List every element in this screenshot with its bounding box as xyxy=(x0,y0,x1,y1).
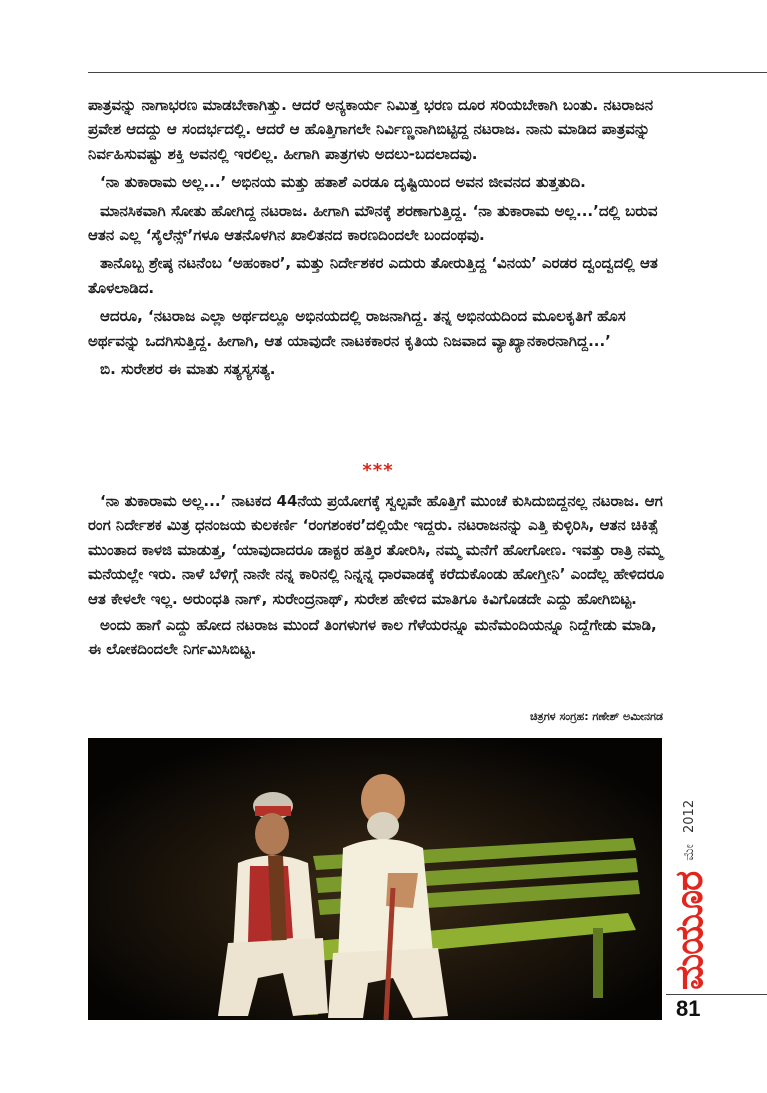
paragraph: ಪಾತ್ರವನ್ನು ನಾಗಾಭರಣ ಮಾಡಬೇಕಾಗಿತ್ತು. ಆದರೆ ಅನ್ಯಕಾರ್ಯ ನಿಮಿತ್ತ ಭರಣ ದೂರ ಸರಿಯಬೇಕಾಗಿ ಬಂತು. ನಟರಾಜನ ಪ್ರವೇಶ ಆದದ್ದು ಆ ಸಂದರ್ಭದಲ್ಲಿ. ಆದರೆ ಆ ಹೊತ್ತಿಗಾಗಲೇ ನಿರ್ವಿಣ್ಣನಾಗಿಬಿಟ್ಟಿದ್ದ ನಟರಾಜ. ನಾನು ಮಾಡಿದ ಪಾತ್ರವನ್ನು ನಿರ್ವಹಿಸುವಷ್ಟು ಶಕ್ತಿ ಅವನಲ್ಲಿ ಇರಲಿಲ್ಲ. ಹೀಗಾಗಿ ಪಾತ್ರಗಳು ಅದಲು-ಬದಲಾದವು. xyxy=(88,96,654,163)
paragraph: ‘ನಾ ತುಕಾರಾಮ ಅಲ್ಲ...’ ನಾಟಕದ 44ನೆಯ ಪ್ರಯೋಗಕ್ಕೆ ಸ್ವಲ್ಪವೇ ಹೊತ್ತಿಗೆ ಮುಂಚೆ ಕುಸಿದುಬಿದ್ದನಲ್ಲ ನಟರಾಜ. ಆಗ ರಂಗ ನಿರ್ದೇಶಕ ಮಿತ್ರ ಧನಂಜಯ ಕುಲಕರ್ಣಿ ‘ರಂಗಶಂಕರ’ದಲ್ಲಿಯೇ ಇದ್ದರು. ನಟರಾಜನನ್ನು ಎತ್ತಿ ಕುಳ್ಳಿರಿಸಿ, ಆತನ ಚಿಕಿತ್ಸೆ ಮುಂತಾದ ಕಾಳಜಿ ಮಾಡುತ್ತ, ‘ಯಾವುದಾದರೂ ಡಾಕ್ಟರ ಹತ್ತಿರ ತೋರಿಸಿ, ನಮ್ಮ ಮನೆಗೆ ಹೋಗೋಣ. ಇವತ್ತು ರಾತ್ರಿ ನಮ್ಮ ಮನೆಯಲ್ಲೇ ಇರು. ನಾಳೆ ಬೆಳಿಗ್ಗೆ ನಾನೇ ನನ್ನ ಕಾರಿನಲ್ಲಿ ನಿನ್ನನ್ನ ಧಾರವಾಡಕ್ಕೆ ಕರೆದುಕೊಂಡು ಹೋಗ್ತೀನಿ’ ಎಂದೆಲ್ಲ ಹೇಳಿದರೂ ಆತ ಕೇಳಲೇ ಇಲ್ಲ. ಅರುಂಧತಿ ನಾಗ್, ಸುರೇಂದ್ರನಾಥ್, ಸುರೇಶ ಹೇಳಿದ ಮಾತಿಗೂ ಕಿವಿಗೊಡದೇ ಎದ್ದು ಹೋಗಿಬಿಟ್ಟ. xyxy=(88,492,665,608)
section-separator: *** xyxy=(362,460,394,481)
article-body-top xyxy=(88,93,668,385)
stage-photo xyxy=(88,738,662,1020)
bottom-rule xyxy=(666,994,767,995)
top-rule xyxy=(88,72,767,73)
paragraph: ಬಿ. ಸುರೇಶರ ಈ ಮಾತು ಸತ್ಯಸ್ಯಸತ್ಯ. xyxy=(100,360,276,379)
paragraph: ತಾನೊಬ್ಬ ಶ್ರೇಷ್ಠ ನಟನೆಂಬ ‘ಅಹಂಕಾರ’, ಮತ್ತು ನಿರ್ದೇಶಕರ ಎದುರು ತೋರುತ್ತಿದ್ದ ‘ವಿನಯ’ ಎರಡರ ದ್ವಂದ್ವದಲ್ಲಿ ಆತ ತೊಳಲಾಡಿದ. xyxy=(88,254,658,297)
paragraph: ಮಾನಸಿಕವಾಗಿ ಸೋತು ಹೋಗಿದ್ದ ನಟರಾಜ. ಹೀಗಾಗಿ ಮೌನಕ್ಕೆ ಶರಣಾಗುತ್ತಿದ್ದ. ‘ನಾ ತುಕಾರಾಮ ಅಲ್ಲ...’ದಲ್ಲಿ ಬರುವ ಆತನ ಎಲ್ಲ ‘ಸೈಲೆನ್ಸ್’ಗಳೂ ಆತನೊಳಗಿನ ಖಾಲಿತನದ ಕಾರಣದಿಂದಲೇ ಬಂದಂಥವು. xyxy=(88,201,658,245)
photo-credit: ಚಿತ್ರಗಳ ಸಂಗ್ರಹ: ಗಣೇಶ್ ಅಮೀನಗಡ xyxy=(530,710,663,723)
magazine-logo: ಮಯೂರ xyxy=(667,871,711,990)
page-number: 81 xyxy=(676,996,701,1021)
issue-year: 2012 xyxy=(681,799,697,833)
masthead xyxy=(666,800,712,990)
paragraph: ‘ನಾ ತುಕಾರಾಮ ಅಲ್ಲ...’ ಅಭಿನಯ ಮತ್ತು ಹತಾಶೆ ಎರಡೂ ದೃಷ್ಟಿಯಿಂದ ಅವನ ಜೀವನದ ತುತ್ತತುದಿ. xyxy=(100,173,586,192)
article-body-bottom xyxy=(88,489,668,664)
issue-month: ಮೇ xyxy=(681,844,697,861)
paragraph: ಅಂದು ಹಾಗೆ ಎದ್ದು ಹೋದ ನಟರಾಜ ಮುಂದೆ ತಿಂಗಳುಗಳ ಕಾಲ ಗೆಳೆಯರನ್ನೂ ಮನೆಮಂದಿಯನ್ನೂ ನಿದ್ದೆಗೇಡು ಮಾಡಿ, ಈ ಲೋಕದಿಂದಲೇ ನಿರ್ಗಮಿಸಿಬಿಟ್ಟ. xyxy=(88,616,657,659)
stage-photo-illustration xyxy=(88,738,662,1020)
paragraph: ಆದರೂ, ‘ನಟರಾಜ ಎಲ್ಲಾ ಅರ್ಥದಲ್ಲೂ ಅಭಿನಯದಲ್ಲಿ ರಾಜನಾಗಿದ್ದ. ತನ್ನ ಅಭಿನಯದಿಂದ ಮೂಲಕೃತಿಗೆ ಹೊಸ ಅರ್ಥವನ್ನು ಒದಗಿಸುತ್ತಿದ್ದ. ಹೀಗಾಗಿ, ಆತ ಯಾವುದೇ ನಾಟಕಕಾರನ ಕೃತಿಯ ನಿಜವಾದ ವ್ಯಾಖ್ಯಾನಕಾರನಾಗಿದ್ದ...’ xyxy=(88,307,626,350)
